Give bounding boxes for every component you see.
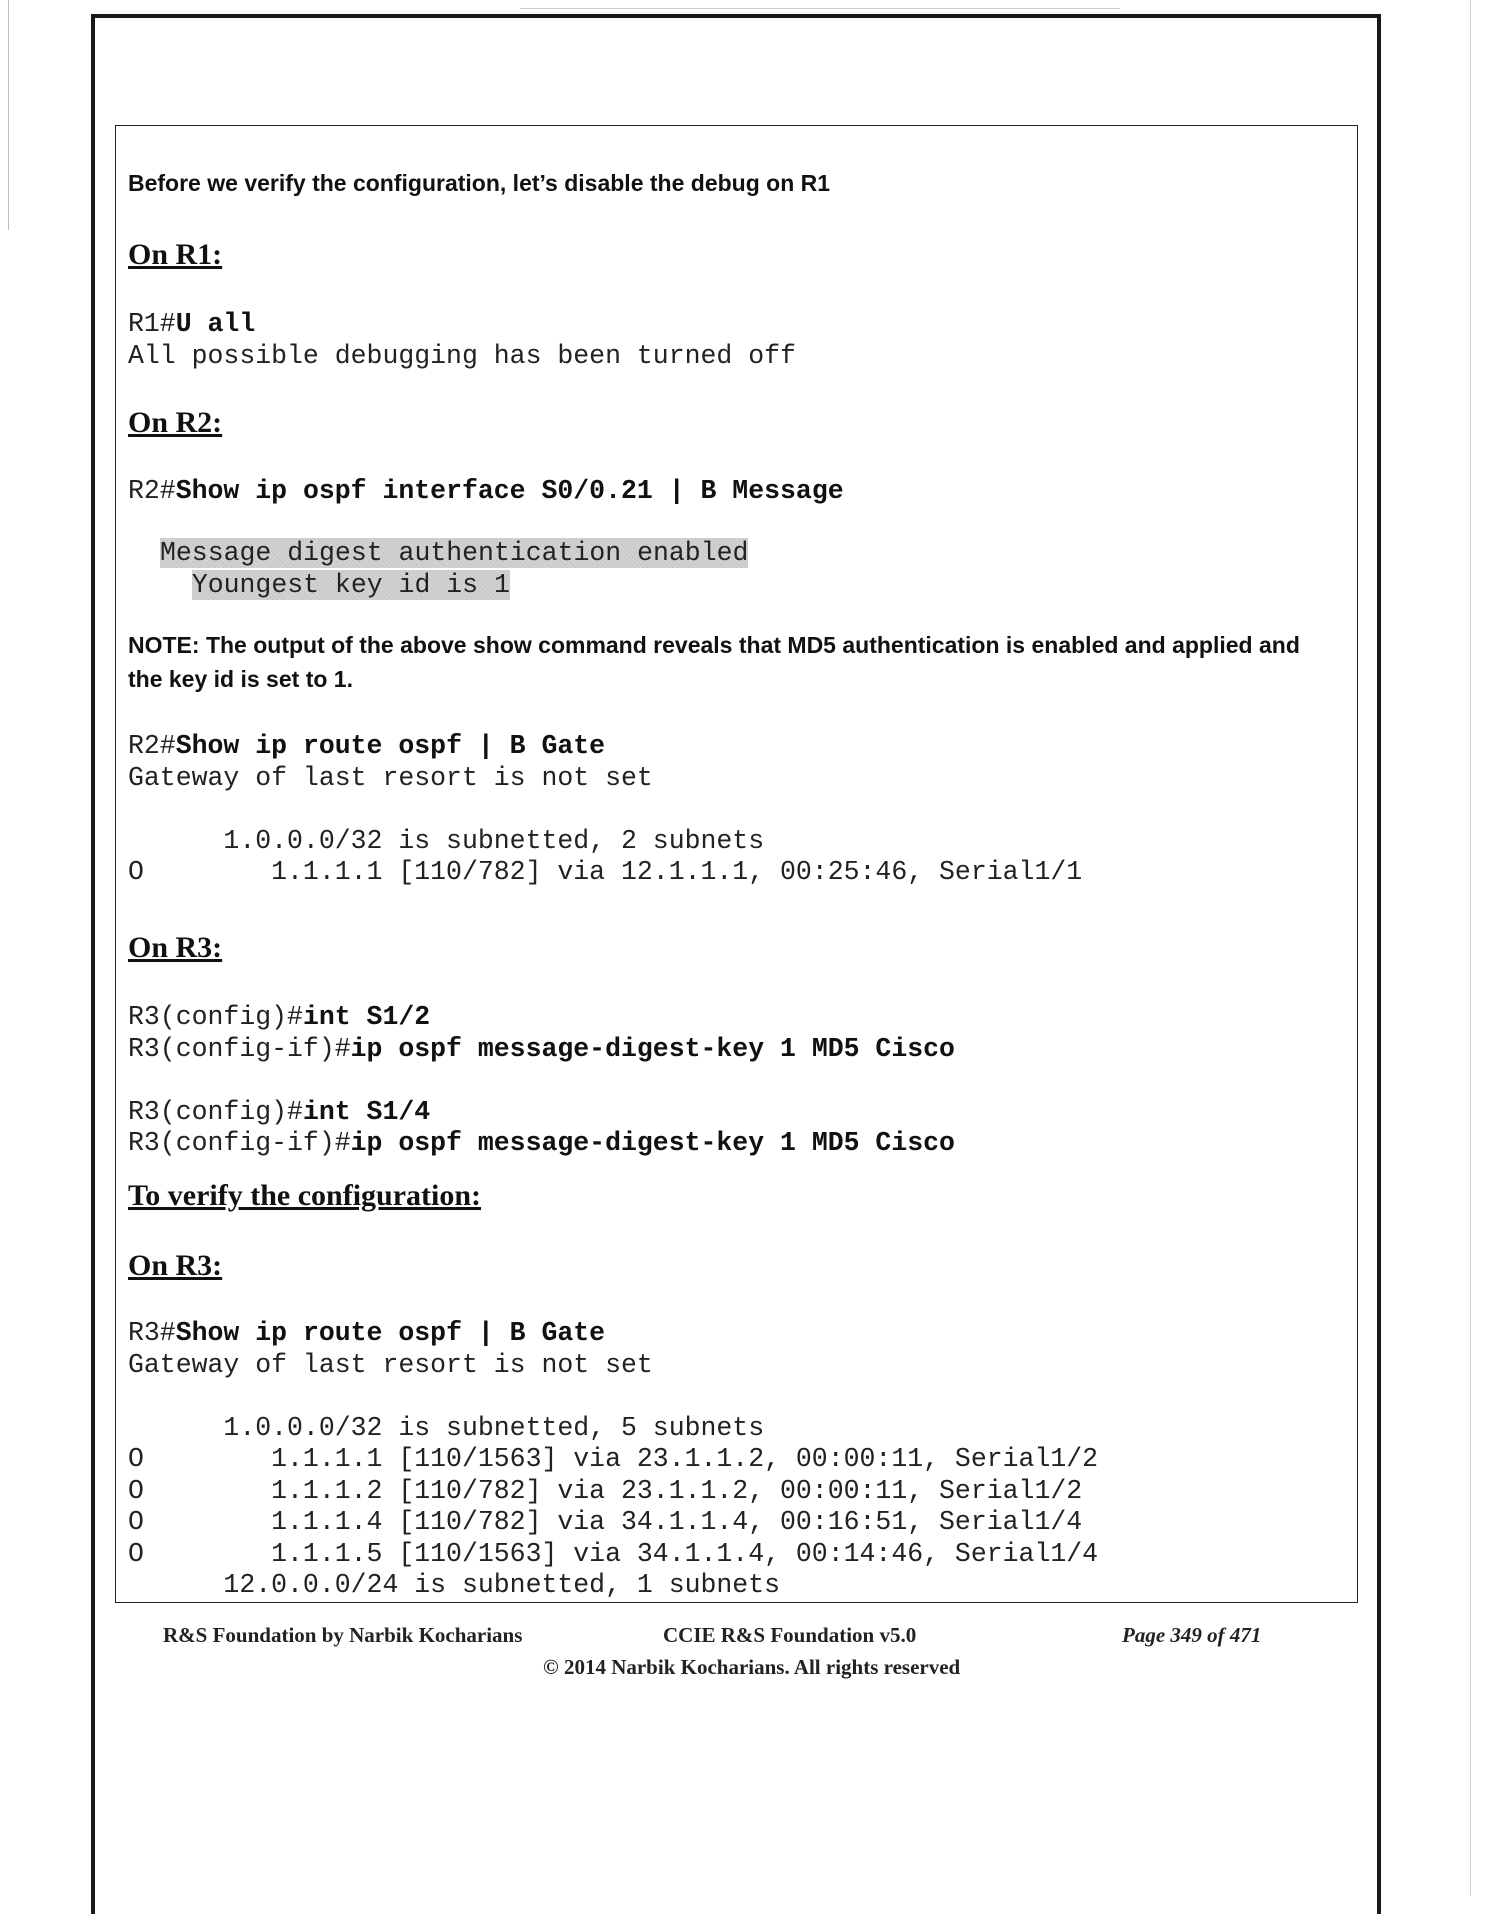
r3-cmd-4: ip ospf message-digest-key 1 MD5 Cisco bbox=[350, 1128, 955, 1158]
intro-text: Before we verify the configuration, let’s disable the debug on R1 bbox=[128, 170, 831, 196]
r2-subnetted: 1.0.0.0/32 is subnetted, 2 subnets bbox=[128, 825, 765, 856]
r3-prompt-1: R3(config)# bbox=[128, 1002, 303, 1032]
r3-prompt-4: R3(config-if)# bbox=[128, 1128, 351, 1158]
r2-prompt: R2# bbox=[128, 476, 176, 506]
route-line: O 1.1.1.4 [110/782] via 34.1.1.4, 00:16:51, Serial1/4 bbox=[128, 1507, 1083, 1537]
footer-page-number: Page 349 of 471 bbox=[1122, 1623, 1262, 1647]
heading-on-r3: On R3: bbox=[128, 931, 223, 964]
r2-command-text: Show ip ospf interface S0/0.21 | B Message bbox=[175, 476, 844, 506]
footer-copyright: © 2014 Narbik Kocharians. All rights reserved bbox=[543, 1655, 961, 1679]
r2-route-command: Show ip route ospf | B Gate bbox=[175, 731, 606, 761]
highlight-line-1: Message digest authentication enabled bbox=[160, 538, 749, 568]
highlight-line-2: Youngest key id is 1 bbox=[191, 569, 510, 600]
r2-command bbox=[128, 476, 844, 508]
r3-prompt-2: R3(config-if)# bbox=[128, 1033, 351, 1064]
scan-edge bbox=[520, 8, 1120, 9]
r1-command: U all bbox=[175, 309, 256, 339]
route-line: O 1.1.1.1 [110/1563] via 23.1.1.2, 00:00:11, Serial1/2 bbox=[128, 1444, 1099, 1474]
r3-verify-command: Show ip route ospf | B Gate bbox=[175, 1318, 606, 1348]
content-box bbox=[115, 125, 1358, 1603]
scan-edge bbox=[8, 0, 9, 230]
r1-command-block bbox=[128, 309, 796, 372]
r3-subnetted-2: 12.0.0.0/24 is subnetted, 1 subnets bbox=[128, 1570, 781, 1600]
heading-on-r3-verify: On R3: bbox=[128, 1249, 223, 1282]
r3-verify-block bbox=[128, 1318, 1098, 1602]
r3-verify-prompt: R3# bbox=[128, 1318, 176, 1348]
footer-author: R&S Foundation by Narbik Kocharians bbox=[163, 1623, 523, 1647]
r3-cmd-2: ip ospf message-digest-key 1 MD5 Cisco bbox=[350, 1033, 955, 1064]
r3-config-block bbox=[128, 1002, 955, 1160]
r3-cmd-1: int S1/2 bbox=[302, 1002, 431, 1032]
r3-cmd-3: int S1/4 bbox=[302, 1096, 431, 1127]
heading-on-r1: On R1: bbox=[128, 238, 223, 271]
r2-route-block bbox=[128, 731, 1082, 889]
route-line: O 1.1.1.2 [110/782] via 23.1.1.2, 00:00:11, Serial1/2 bbox=[128, 1475, 1083, 1506]
scan-edge bbox=[1470, 0, 1471, 1896]
heading-on-r2: On R2: bbox=[128, 406, 223, 439]
heading-verify: To verify the configuration: bbox=[128, 1179, 482, 1212]
route-line: O 1.1.1.5 [110/1563] via 34.1.1.4, 00:14:46, Serial1/4 bbox=[128, 1538, 1099, 1569]
r2-route-1: O 1.1.1.1 [110/782] via 12.1.1.1, 00:25:46, Serial1/1 bbox=[128, 857, 1083, 887]
r3-prompt-3: R3(config)# bbox=[128, 1096, 303, 1127]
r2-route-prompt: R2# bbox=[128, 731, 176, 761]
footer-title: CCIE R&S Foundation v5.0 bbox=[663, 1623, 917, 1647]
r3-subnetted-1: 1.0.0.0/32 is subnetted, 5 subnets bbox=[128, 1412, 765, 1443]
r2-highlight-output bbox=[160, 538, 748, 601]
r1-output: All possible debugging has been turned off bbox=[128, 340, 796, 371]
r3-gateway: Gateway of last resort is not set bbox=[128, 1349, 653, 1380]
r1-prompt: R1# bbox=[128, 309, 176, 339]
note-text: NOTE: The output of the above show command reveals that MD5 authentication is enabled and applied and the key id is set to 1. bbox=[128, 632, 1300, 692]
r2-gateway: Gateway of last resort is not set bbox=[128, 762, 653, 793]
